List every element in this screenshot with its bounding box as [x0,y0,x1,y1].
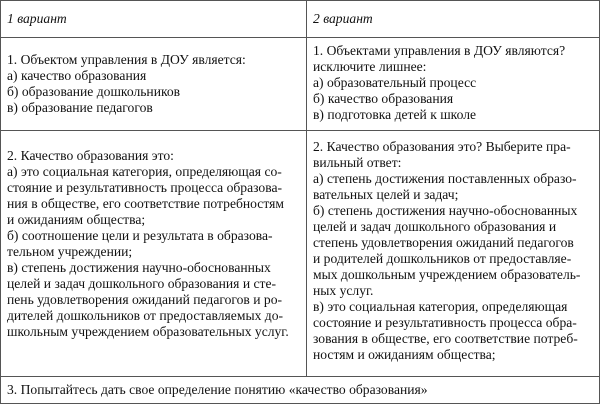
header-variant-2-label: 2 вариант [313,11,373,26]
answer-option: в) это социальная категория, определяющая [313,299,568,314]
answer-option: а) образовательный процесс [313,75,477,90]
answer-option: тельном учреждении; [7,244,133,259]
answer-option: а) это социальная категория, определяющая со- [7,164,282,179]
question-line: 1. Объектом управления в ДОУ является: [7,52,246,67]
answer-option: б) образование дошкольников [7,84,181,99]
row-divider [1,37,600,38]
row-divider [1,130,600,131]
answer-option: зования в обществе, его соответствие потреб- [313,331,578,346]
answer-option: стояние и результативность процесса образова- [7,180,283,195]
answer-option: мых дошкольным учреждением образователь- [313,267,581,282]
answer-option: ных услуг. [313,283,374,298]
answer-option: б) степень достижения научно-обоснованных [313,203,578,218]
answer-option: и родителей дошкольников от предоставляе- [313,251,572,266]
question-line: вильный ответ: [313,155,402,170]
header-variant-1-label: 1 вариант [7,11,67,26]
answer-option: б) соотношение цели и результата в образова- [7,228,273,243]
answer-option: пень удовлетворения ожиданий педагогов и ро- [7,292,283,307]
question-line: исключите лишнее: [313,59,427,74]
answer-option: б) качество образования [313,91,454,106]
answer-option: вательных целей и задач; [313,187,459,202]
answer-option: целей и задач дошкольного образования и [313,219,557,234]
question-line: 2. Качество образования это: [7,148,174,163]
row-divider [1,376,600,377]
answer-option: ния в обществе, его соответствие потребностям [7,196,284,211]
answer-option: состояние и результативность процесса обра- [313,315,577,330]
question-3 [1,382,600,398]
question-2-variant-2 [307,139,600,363]
column-divider [306,1,307,376]
header-variant-1 [1,11,306,27]
answer-option: в) подготовка детей к школе [313,107,477,122]
question-1-variant-1 [1,52,306,116]
answer-option: ностям и ожиданиям общества; [313,347,496,362]
header-variant-2 [307,11,600,27]
question-2-variant-1 [1,148,306,340]
question-line: 1. Объектами управления в ДОУ являются? [313,43,566,58]
answer-option: а) качество образования [7,68,147,83]
answer-option: дителей дошкольников от предоставляемых до- [7,308,284,323]
answer-option: а) степень достижения поставленных образо- [313,171,577,186]
answer-option: школьным учреждением образовательных услуг. [7,324,289,339]
answer-option: в) степень достижения научно-обоснованных [7,260,271,275]
answer-option: целей и задач дошкольного образования и сте- [7,276,277,291]
answer-option: и ожиданиям общества; [7,212,146,227]
answer-option: степень удовлетворения ожиданий педагогов [313,235,574,250]
question-1-variant-2 [307,43,600,123]
answer-option: в) образование педагогов [7,100,153,115]
question-line: 3. Попытайтесь дать свое определение понятию «качество образования» [7,382,428,397]
question-line: 2. Качество образования это? Выберите пра- [313,139,571,154]
